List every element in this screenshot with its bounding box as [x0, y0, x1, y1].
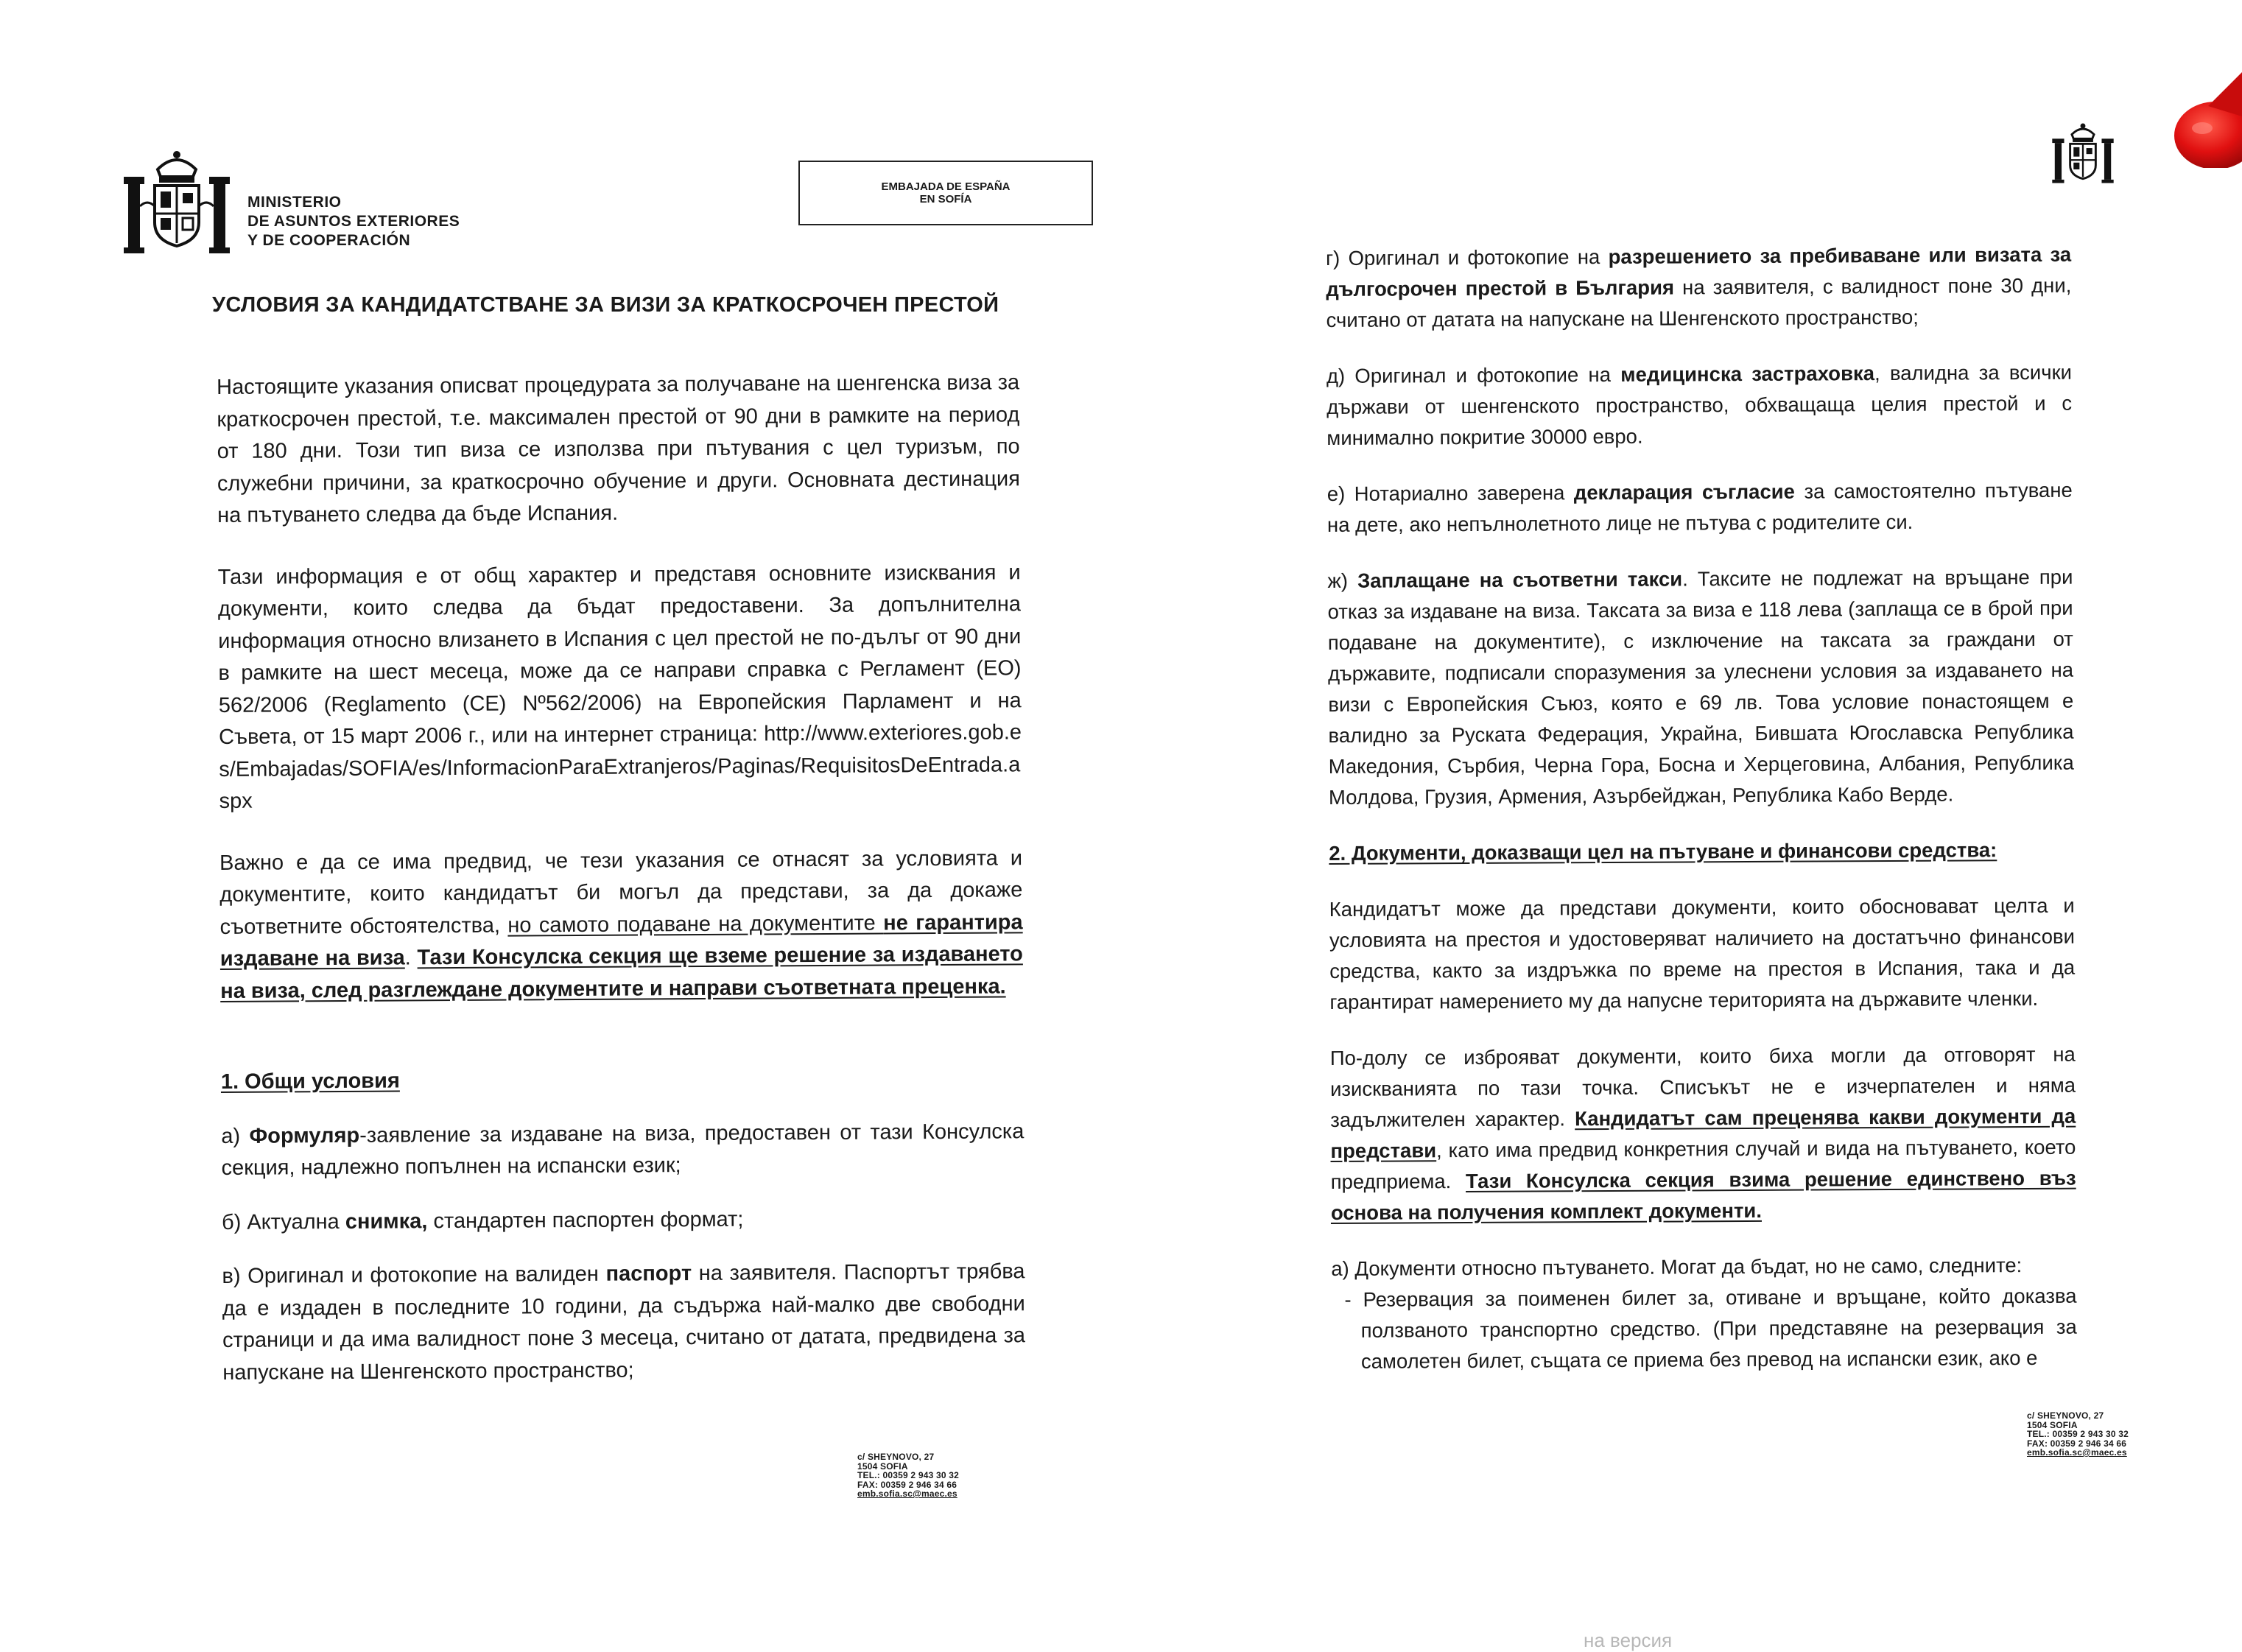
- item-d-prefix: д) Оригинал и фотокопие на: [1326, 362, 1621, 387]
- footer-email-link[interactable]: emb.sofia.sc@maec.es: [2027, 1447, 2127, 1458]
- ministry-line-1: MINISTERIO: [247, 194, 342, 211]
- item-g-bold: разрешението за пребиваване или визата за дългосрочен престой в България: [1326, 242, 2072, 300]
- item-zh-prefix: ж): [1327, 569, 1358, 592]
- right-body: [1326, 239, 2077, 1377]
- ministry-line-3: Y DE COOPERACIÓN: [247, 232, 411, 249]
- item-b-rest: стандартен паспортен формат;: [427, 1207, 744, 1233]
- coat-of-arms-icon: [2051, 118, 2115, 189]
- section-2-heading: 2. Документи, доказващи цел на пътуване и финансови средства:: [1329, 838, 1997, 865]
- footer-street: c/ SHEYNOVO, 27: [857, 1452, 935, 1462]
- item-zh: [1327, 562, 2074, 813]
- item-e-prefix: е) Нотариално заверена: [1326, 481, 1574, 505]
- document-title: УСЛОВИЯ ЗА КАНДИДАТСТВАНЕ ЗА ВИЗИ ЗА КРАТКОСРОЧЕН ПРЕСТОЙ: [212, 293, 999, 317]
- footer-tel: TEL.: 00359 2 943 30 32: [2027, 1429, 2129, 1439]
- general-info-text: Тази информация е от общ характер и представя основните изисквания и документи, които следва да бъдат предоставени. За допълнителна информация относно влизането в Испания с цел престой не по-дълъг от 90 дни в рамките на шест месеца, може да се направи справка с Регламент (ЕО) 562/2006 (Reglamento (CE) Nº562/2006) на Европейския Парламент и на Съвета, от 15 март 2006 г., или на интернет страница:: [217, 560, 1022, 749]
- footer-street: c/ SHEYNOVO, 27: [2027, 1410, 2104, 1421]
- item-e: [1327, 475, 2073, 541]
- item-b-bold: снимка,: [345, 1209, 428, 1234]
- important-text: Важно е да се има предвид, че тези указания се отнасят за условията и документите, които кандидатът би могъл да представи, за да докаже съответните обстоятелства,: [219, 846, 1023, 939]
- section-2-p2-bold-2: Тази Консулска секция взима решение единствено въз основа на получения комплект документи.: [1330, 1166, 2076, 1224]
- left-body: [217, 367, 1025, 1389]
- footer-fax: FAX: 00359 2 946 34 66: [857, 1479, 957, 1490]
- embassy-box: [798, 161, 1093, 225]
- item-e-bold: декларация съгласие: [1573, 479, 1796, 505]
- item-2a: а) Документи относно пътуването. Могат да бъдат, но не само, следните:: [1331, 1254, 2023, 1280]
- section-1-heading: 1. Общи условия: [220, 1069, 400, 1094]
- intro-paragraph: Настоящите указания описват процедурата за получаване на шенгенска виза за краткосрочен престой, т.е. максимален престой от 90 дни в рамките на период от 180 дни. Този тип виза се използва при пътувания с цел туризъм, по служебни причини, за краткосрочно обучение и други. Основната дестинация на пътуването следва да бъде Испания.: [217, 370, 1021, 527]
- footer-tel: TEL.: 00359 2 943 30 32: [857, 1470, 960, 1480]
- regulation-url-link[interactable]: http://www.exteriores.gob.es/Embajadas/SOFIA/es/InformacionParaExtranjeros/Paginas/RequisitosDeEntrada.aspx: [219, 720, 1022, 813]
- item-d-rest: , валидна за всички държави от шенгенското пространство, обхващаща целия престой и с минимално покритие 30000 евро.: [1326, 360, 2073, 449]
- item-a: [221, 1116, 1025, 1185]
- footer-city: 1504 SOFIA: [2027, 1419, 2078, 1430]
- item-2a-dash: - Резервация за поименен билет за, отиване и връщане, който доказва ползваното транспортно средство. (При представяне на резервация за самолетен билет, същата се приема без превод на испански език, ако е: [1344, 1284, 2077, 1373]
- item-v-prefix: в) Оригинал и фотокопие на валиден: [222, 1262, 606, 1288]
- item-e-rest: за самостоятелно пътуване на дете, ако непълнолетното лице не пътува с родителите си.: [1326, 478, 2073, 536]
- section-2-p2-start: По-долу се изброяват документи, които биха могли да отговорят на изискванията по тази точка. Списъкът не е изчерпателен и няма задължителен характер.: [1329, 1042, 2076, 1131]
- footer-city: 1504 SOFIA: [857, 1461, 908, 1472]
- faded-bottom-text: на версия: [1584, 1629, 1673, 1651]
- left-page: [0, 0, 1121, 1644]
- important-dot: .: [404, 946, 418, 970]
- general-info-paragraph: [218, 557, 1022, 818]
- item-v: [222, 1256, 1025, 1389]
- coat-of-arms-icon: [121, 147, 233, 256]
- item-a-prefix: а): [221, 1124, 250, 1148]
- item-d-bold: медицинска застраховка: [1620, 362, 1875, 386]
- section-2-paragraph-2: [1330, 1039, 2076, 1229]
- important-underlined: но самото подаване на документите: [507, 910, 884, 938]
- important-bold-2: Тази Консулска секция ще вземе решение за издаването на виза, след разглеждане документите и направи съответната преценка.: [220, 942, 1023, 1003]
- important-paragraph: [219, 843, 1023, 1008]
- item-g-prefix: г) Оригинал и фотокопие на: [1326, 245, 1609, 270]
- embassy-line-2: EN SOFÍA: [919, 193, 972, 205]
- item-d: [1326, 357, 2073, 454]
- section-2-paragraph-1: Кандидатът може да представи документи, които обосновават целта и условията на престоя и удостоверяват наличието на достатъчно финансови средства, както за издръжка по време на престоя в Испания, така и да гарантират намерението му да напусне територията на държавите членки.: [1329, 893, 2076, 1013]
- item-a-rest: -заявление за издаване на виза, предоставен от тази Консулска секция, надлежно попълнен на испански език;: [221, 1119, 1025, 1180]
- item-a-bold: Формуляр: [249, 1123, 360, 1148]
- item-g: [1326, 239, 2072, 336]
- footer-email-link[interactable]: emb.sofia.sc@maec.es: [857, 1488, 957, 1499]
- section-2-p2-bold-1: Кандидатът сам преценява какви документи да представи: [1330, 1104, 2076, 1162]
- embassy-line-1: EMBAJADA DE ESPAÑA: [881, 180, 1011, 193]
- ministry-line-2: DE ASUNTOS EXTERIORES: [247, 213, 460, 230]
- left-footer-address: [857, 1452, 959, 1499]
- item-b-prefix: б) Актуална: [221, 1209, 345, 1234]
- item-g-rest: на заявителя, с валидност поне 30 дни, считано от датата на напускане на Шенгенското пространство;: [1326, 273, 2072, 331]
- item-zh-bold: Заплащане на съответни такси: [1357, 567, 1683, 592]
- section-2-p2-mid: , като има предвид конкретния случай и вида на пътуването, което предприема.: [1330, 1135, 2076, 1193]
- ministry-name: [247, 193, 460, 250]
- right-footer-address: [2027, 1411, 2129, 1458]
- right-page: [1121, 0, 2242, 1651]
- push-pin-icon: [2164, 72, 2242, 168]
- item-v-rest: на заявителя. Паспортът трябва да е издаден в последните 10 години, да съдържа най-малко две свободни страници и да има валидност поне 3 месеца, считано от датата, предвидена за напускане на Шенгенското пространство;: [222, 1259, 1026, 1385]
- important-bold-1: не гарантира издаване на виза: [219, 910, 1023, 971]
- footer-fax: FAX: 00359 2 946 34 66: [2027, 1438, 2127, 1449]
- item-zh-rest: . Таксите не подлежат на връщане при отказ за издаване на виза. Таксата за виза е 118 лева (заплаща се в брой при подаване на документите), с изключение на таксата за граждани от държавите, подписали споразумения за улеснени условия за издаването на визи с Европейския Съюз, която е 69 лв. Това условие понастоящем е валидно за Руската Федерация, Украйна, Бившата Югославска Република Македония, Сърбия, Черна Гора, Босна и Херцеговина, Албания, Република Молдова, Грузия, Армения, Азърбейджан, Република Кабо Верде.: [1327, 565, 2074, 809]
- item-v-bold: паспорт: [605, 1262, 692, 1286]
- item-b: [222, 1202, 1025, 1239]
